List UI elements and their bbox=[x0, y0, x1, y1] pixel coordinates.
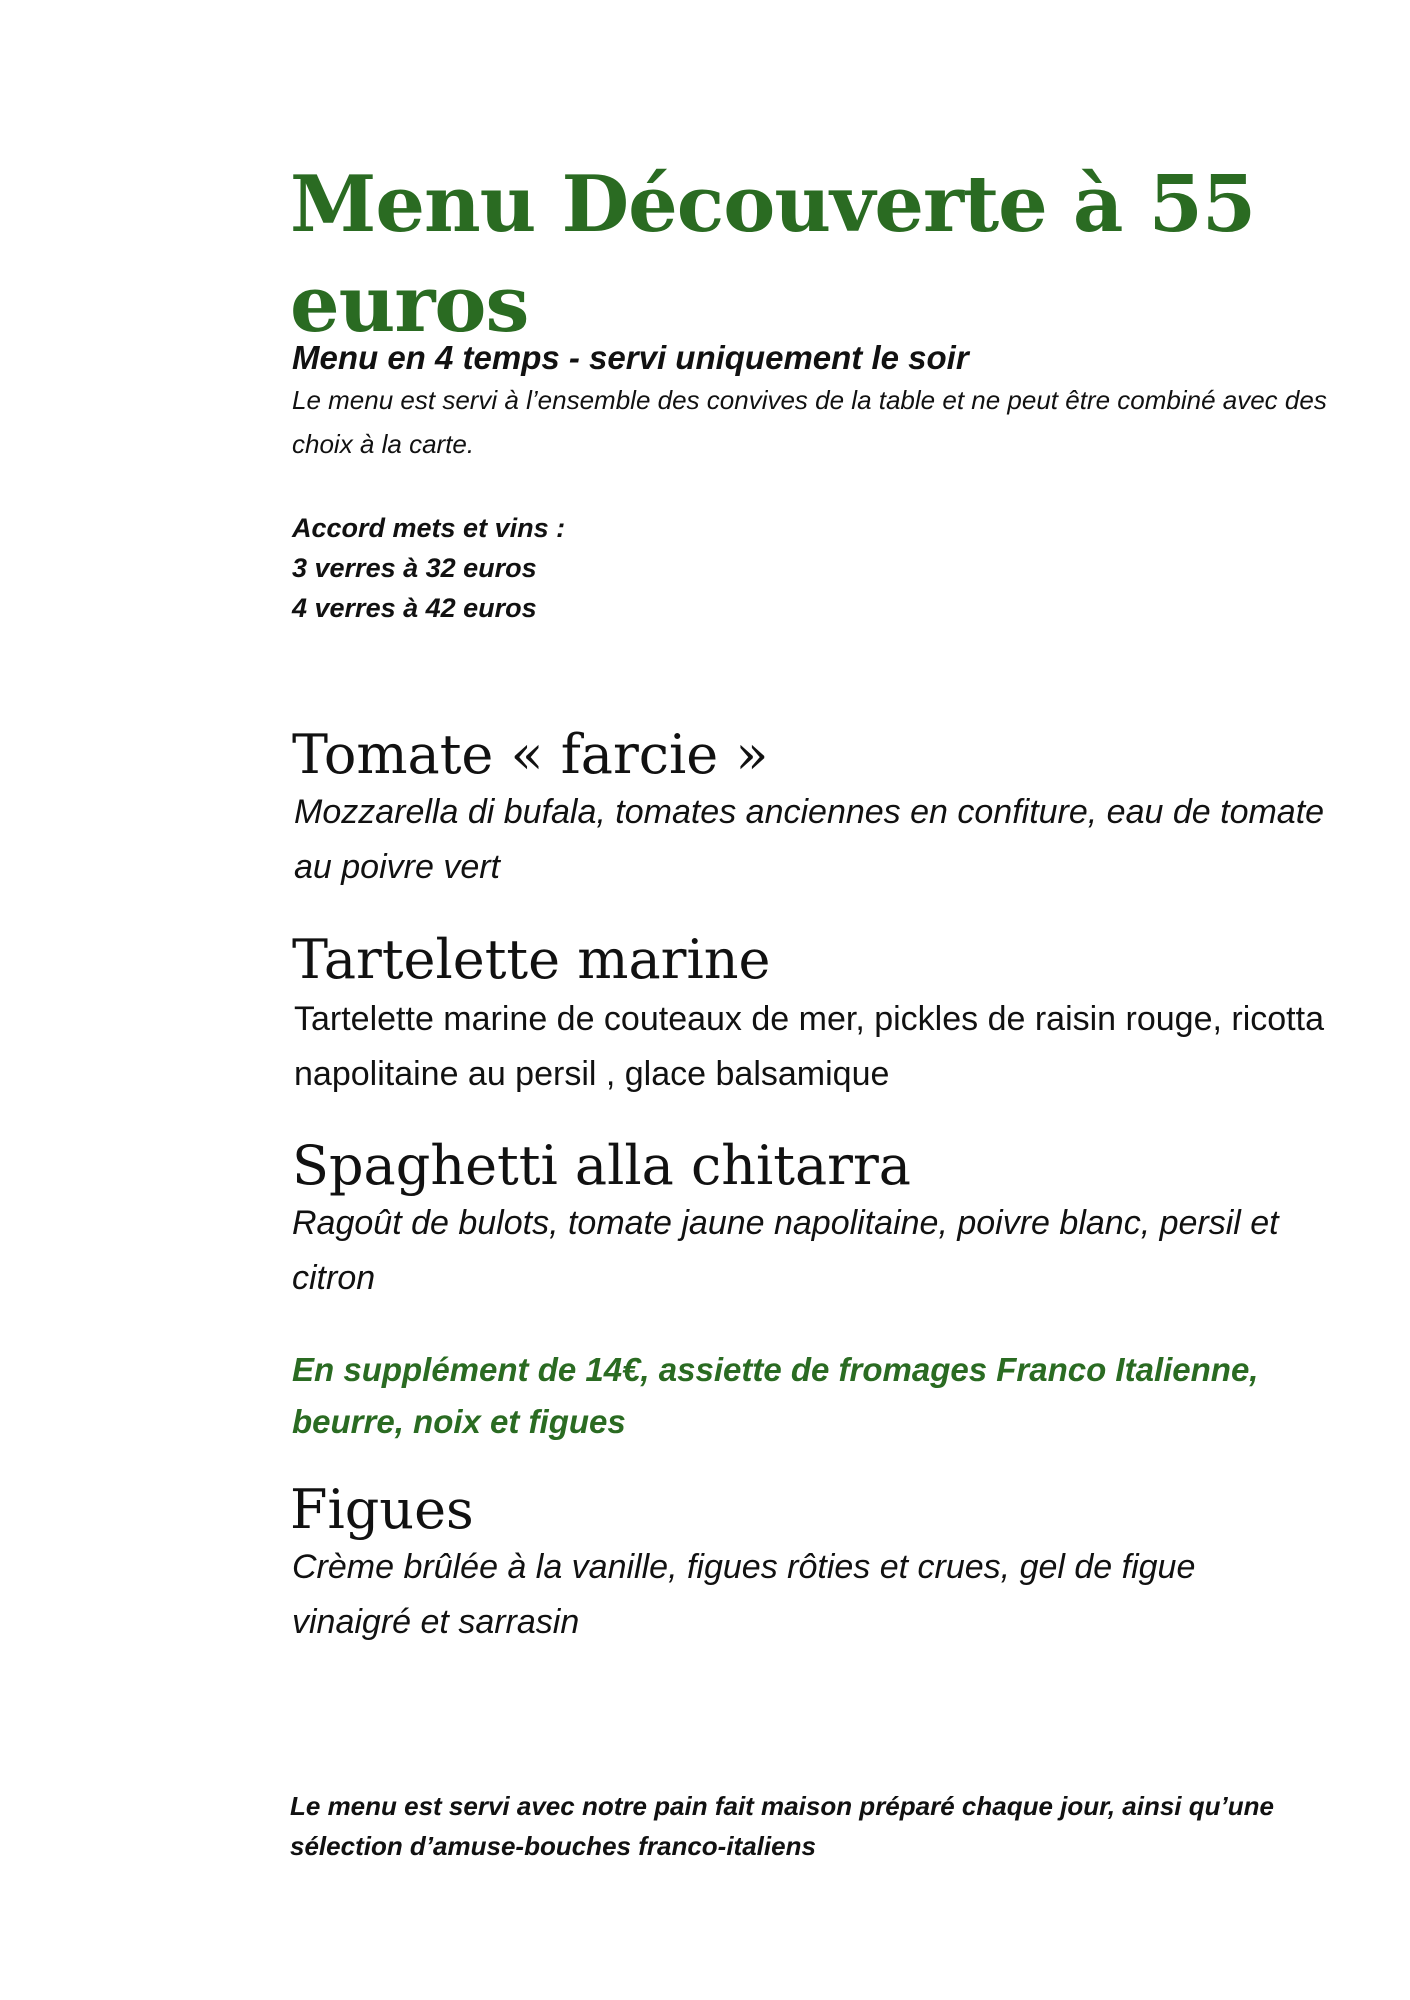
dish-description: Crème brûlée à la vanille, figues rôties et crues, gel de figue vinaigré et sarrasin bbox=[292, 1548, 1196, 1641]
wine-pairing-option-4-glasses: 4 verres à 42 euros bbox=[292, 593, 537, 623]
dish-description: Ragoût de bulots, tomate jaune napolitaine, poivre blanc, persil et citron bbox=[292, 1204, 1279, 1297]
dish-name: Figues bbox=[290, 1478, 474, 1541]
dish-name: Tomate « farcie » bbox=[292, 723, 769, 786]
wine-pairing-heading: Accord mets et vins : bbox=[292, 513, 566, 543]
dish-description: Tartelette marine de couteaux de mer, pickles de raisin rouge, ricotta napolitaine au persil , glace balsamique bbox=[294, 1000, 1324, 1093]
bread-and-amuse-bouche-note: Le menu est servi avec notre pain fait maison préparé chaque jour, ainsi qu’une sélection d’amuse-bouches franco-italiens bbox=[290, 1791, 1274, 1861]
dish-name: Tartelette marine bbox=[292, 928, 771, 991]
dish-description: Mozzarella di bufala, tomates anciennes en confiture, eau de tomate au poivre vert bbox=[294, 793, 1325, 886]
dish-name: Spaghetti alla chitarra bbox=[292, 1134, 911, 1197]
cheese-supplement-note: En supplément de 14€, assiette de fromages Franco Italienne, beurre, noix et figues bbox=[292, 1351, 1259, 1440]
menu-title: Menu Découverte à 55 euros bbox=[290, 159, 1256, 350]
menu-format-note: Le menu est servi à l’ensemble des convives de la table et ne peut être combiné avec des choix à la carte. bbox=[292, 385, 1327, 459]
menu-format-heading: Menu en 4 temps - servi uniquement le soir bbox=[292, 339, 969, 376]
wine-pairing-option-3-glasses: 3 verres à 32 euros bbox=[292, 553, 537, 583]
